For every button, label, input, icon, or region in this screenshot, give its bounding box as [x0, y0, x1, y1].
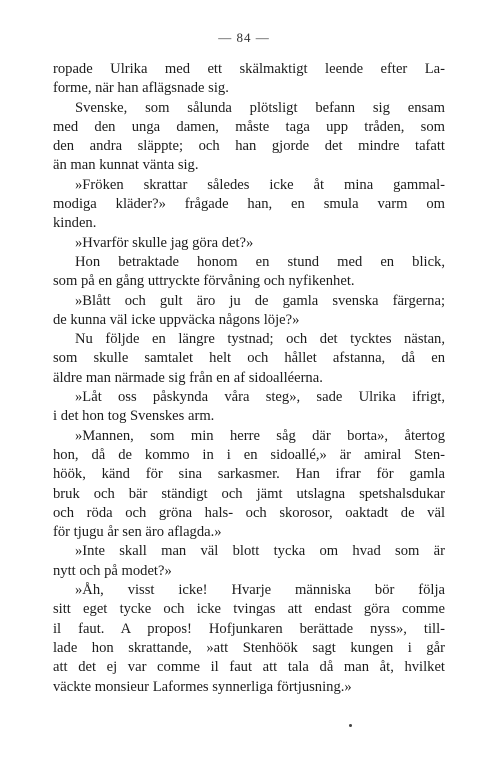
text-line: den andra släppte; och han gjorde det mindre tafatt	[53, 138, 445, 155]
text-line: väckte monsieur Laformes synnerliga förtjusning.»	[53, 678, 352, 695]
page-number: — 84 —	[218, 30, 270, 45]
text-line: nytt och på modet?»	[53, 562, 172, 579]
text-line: »Fröken skrattar således icke åt mina gammal-	[75, 176, 445, 193]
text-line: Svenske, som sålunda plötsligt befann sig ensam	[75, 99, 445, 116]
text-line: il faut. A propos! Hofjunkaren berättade nyss», till-	[53, 620, 445, 637]
text-line: kinden.	[53, 215, 97, 232]
text-line: »Hvarför skulle jag göra det?»	[75, 234, 254, 251]
text-line: som skulle samtalet helt och hållet afstanna, då en	[53, 350, 445, 367]
body-text	[53, 60, 445, 697]
text-line: äldre man närmade sig från en af sidoalléerna.	[53, 369, 323, 386]
text-line: modiga kläder?» frågade han, en smula varm om	[53, 196, 445, 213]
text-line: för tjugu år sen äro aflagda.»	[53, 524, 222, 541]
text-line: i det hon tog Svenskes arm.	[53, 408, 215, 425]
text-line: med den unga damen, måste taga upp tråden, som	[53, 118, 445, 135]
text-line: att det ej var comme il faut att tala då man åt, hvilket	[53, 659, 445, 676]
text-line: lade hon skrattande, »att Stenhöök sagt kungen i går	[53, 639, 445, 656]
text-line: de kunna väl icke uppväcka någons löje?»	[53, 311, 300, 328]
text-line: »Inte skall man väl blott tycka om hvad som är	[75, 543, 445, 560]
text-line: Nu följde en längre tystnad; och det tycktes nästan,	[75, 331, 445, 348]
text-line: hon, då de kommo in i en sidoallé,» är amiral Sten-	[53, 446, 445, 463]
text-line: bruk och bär ständigt och jämt utslagna spetshalsdukar	[53, 485, 445, 502]
text-line: höök, känd för sina sarkasmer. Han ifrar för gamla	[53, 466, 445, 483]
text-line: ropade Ulrika med ett skälmaktigt leende efter La-	[53, 61, 445, 77]
text-line: sitt eget tycke och icke tvingas att endast göra comme	[53, 601, 445, 618]
text-line: »Blått och gult äro ju de gamla svenska färgerna;	[75, 292, 445, 309]
text-line: »Åh, visst icke! Hvarje människa bör följa	[75, 582, 445, 599]
text-line: Hon betraktade honom en stund med en blick,	[75, 253, 445, 270]
text-line: forme, när han aflägsnade sig.	[53, 80, 229, 97]
text-line: »Låt oss påskynda våra steg», sade Ulrika ifrigt,	[75, 389, 445, 406]
ink-speck	[349, 724, 352, 727]
text-line: »Mannen, som min herre såg där borta», återtog	[75, 427, 445, 444]
text-line: och röda och gröna hals- och skorosor, oaktadt de väl	[53, 504, 445, 521]
text-line: som på en gång uttryckte förvåning och nyfikenhet.	[53, 273, 355, 290]
text-line: än man kunnat vänta sig.	[53, 157, 199, 174]
